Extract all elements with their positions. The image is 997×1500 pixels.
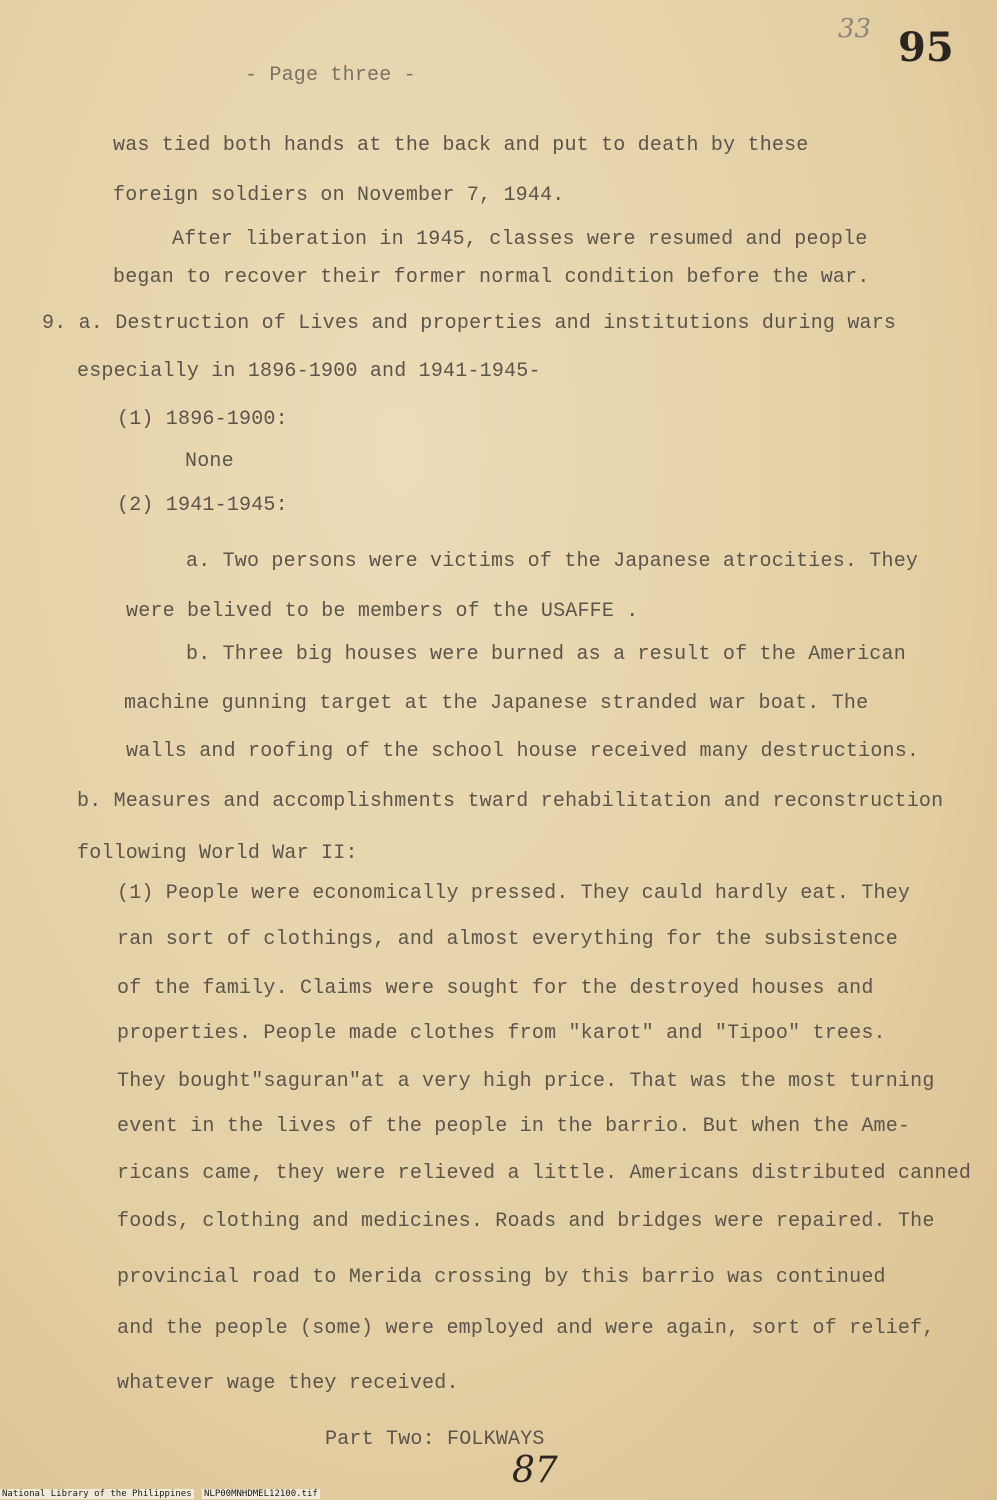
- text-line: (1) People were economically pressed. They cauld hardly eat. They: [117, 882, 911, 905]
- text-line: event in the lives of the people in the barrio. But when the Ame-: [117, 1115, 911, 1138]
- text-line: foreign soldiers on November 7, 1944.: [113, 184, 565, 207]
- text-line: (2) 1941-1945:: [117, 494, 288, 517]
- text-line: were belived to be members of the USAFFE .: [126, 600, 639, 623]
- text-line: machine gunning target at the Japanese stranded war boat. The: [124, 692, 869, 715]
- text-line: After liberation in 1945, classes were resumed and people: [172, 228, 868, 251]
- footer-library: National Library of the Philippines: [2, 1489, 192, 1499]
- pencil-page-number: 33: [838, 14, 872, 44]
- text-line: especially in 1896-1900 and 1941-1945-: [77, 360, 541, 383]
- text-line: and the people (some) were employed and were again, sort of relief,: [117, 1317, 935, 1340]
- text-line: began to recover their former normal condition before the war.: [113, 266, 870, 289]
- text-line: (1) 1896-1900:: [117, 408, 288, 431]
- text-line: They bought"saguran"at a very high price. That was the most turning: [117, 1070, 935, 1093]
- section-heading: Part Two: FOLKWAYS: [325, 1428, 545, 1451]
- text-line: provincial road to Merida crossing by this barrio was continued: [117, 1266, 886, 1289]
- text-line: ran sort of clothings, and almost everything for the subsistence: [117, 928, 898, 951]
- bottom-handwritten-number: 87: [512, 1450, 558, 1491]
- text-line: a. Two persons were victims of the Japanese atrocities. They: [186, 550, 919, 573]
- text-line: 9. a. Destruction of Lives and properties and institutions during wars: [42, 312, 897, 335]
- text-line: following World War II:: [77, 842, 358, 865]
- text-line: whatever wage they received.: [117, 1372, 459, 1395]
- text-line: ricans came, they were relieved a little. Americans distributed canned: [117, 1162, 972, 1185]
- text-line: walls and roofing of the school house received many destructions.: [126, 740, 920, 763]
- text-line: b. Three big houses were burned as a result of the American: [186, 643, 906, 666]
- text-line: properties. People made clothes from "karot" and "Tipoo" trees.: [117, 1022, 886, 1045]
- footer-filename: NLP00MNHDMEL12100.tif: [204, 1489, 318, 1499]
- text-line: foods, clothing and medicines. Roads and bridges were repaired. The: [117, 1210, 935, 1233]
- text-line: None: [185, 450, 234, 473]
- text-line: b. Measures and accomplishments tward rehabilitation and reconstruction: [77, 790, 944, 813]
- text-line: was tied both hands at the back and put to death by these: [113, 134, 809, 157]
- running-head: - Page three -: [245, 64, 416, 87]
- text-line: of the family. Claims were sought for the destroyed houses and: [117, 977, 874, 1000]
- ink-page-number: 95: [898, 24, 954, 71]
